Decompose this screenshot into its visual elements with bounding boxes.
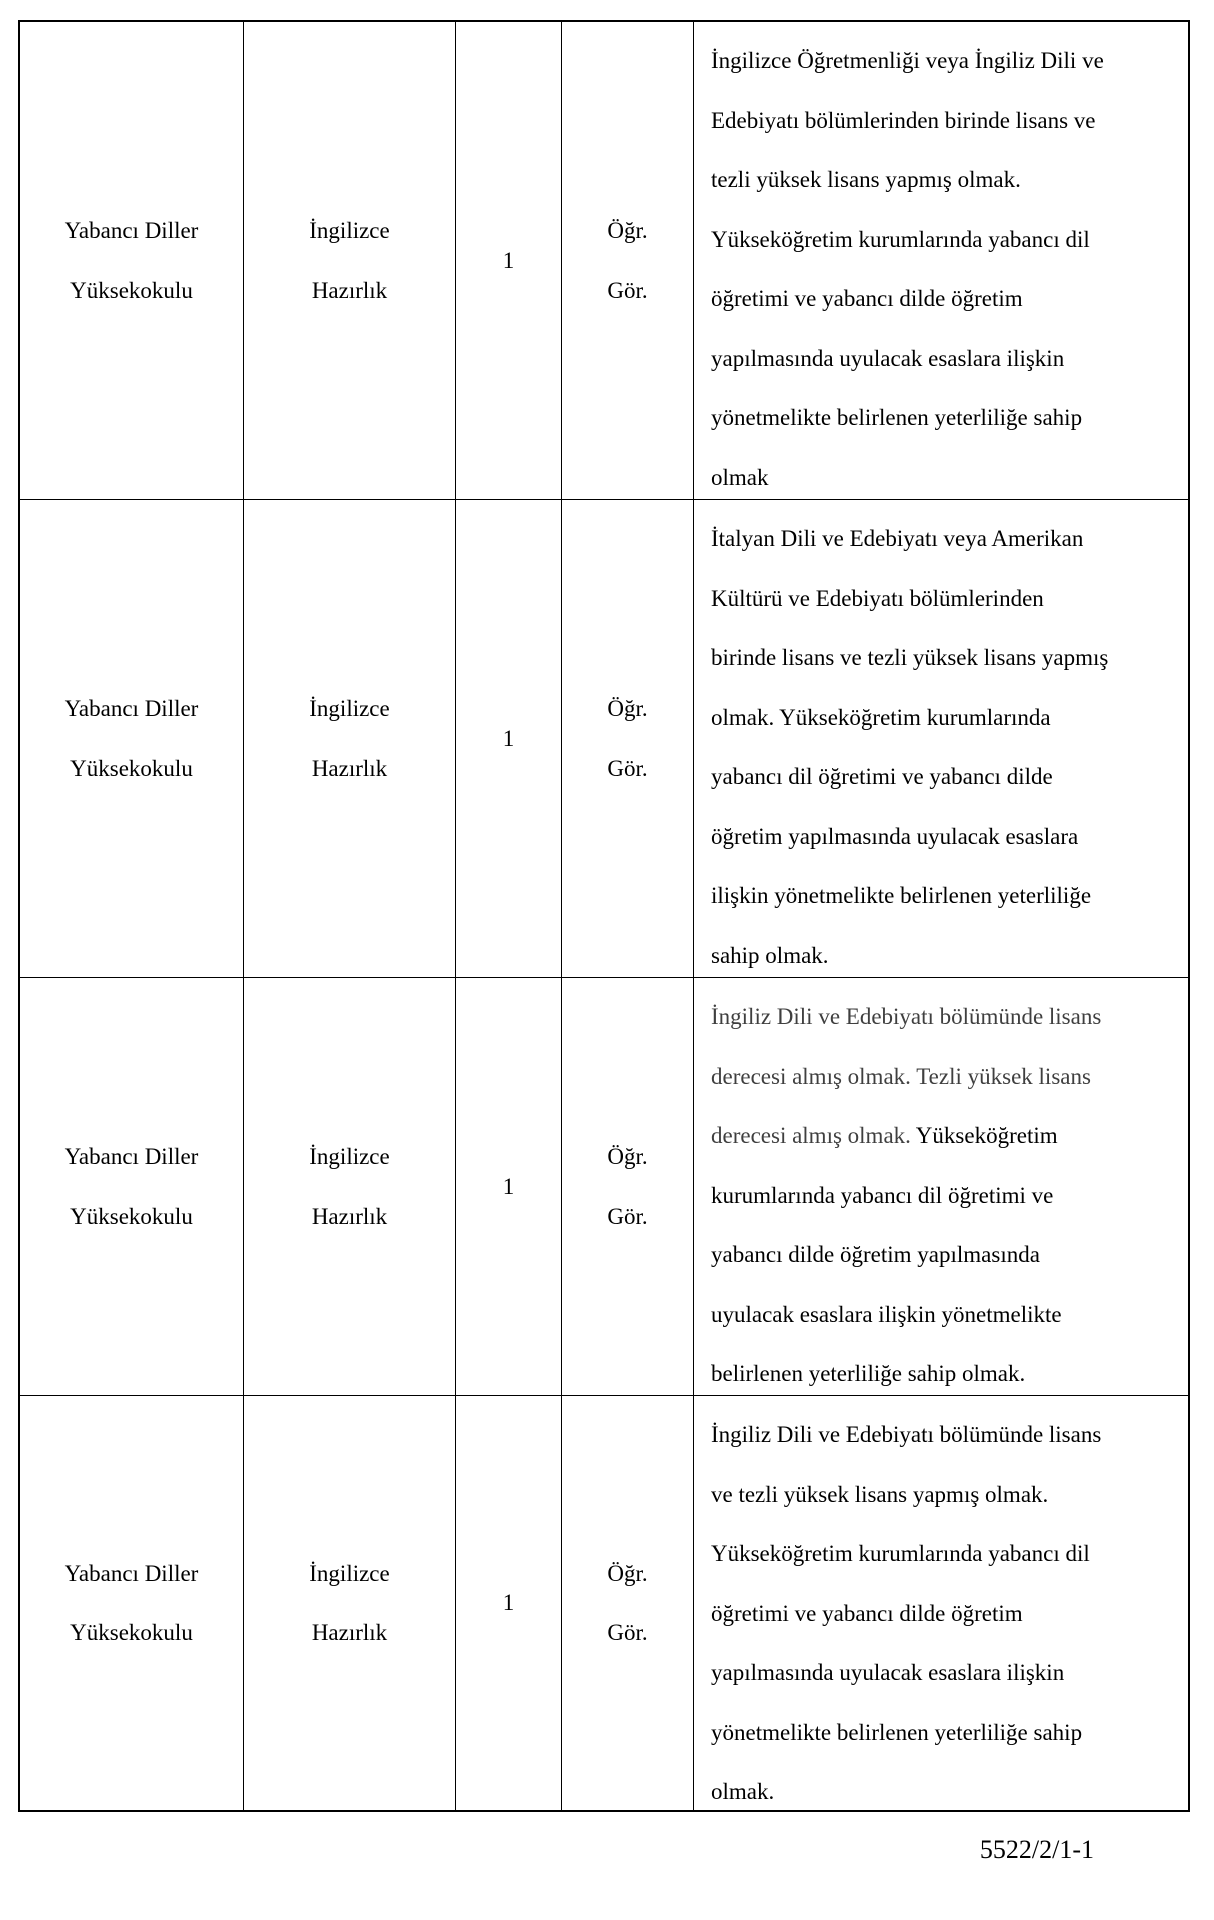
text-line: birinde lisans ve tezli yüksek lisans yapmış [711,645,1109,670]
text-line [711,1106,1058,1166]
text-line: 1 [502,1173,515,1199]
text-line: Yabancı Diller [64,1144,199,1169]
text-line: İngilizce [309,1144,390,1169]
text-line: Yüksekokulu [70,755,193,781]
title-cell [562,500,694,977]
text-segment: derecesi almış olmak. [711,1123,911,1148]
requirements-cell [694,500,1188,977]
text-line: olmak [711,464,769,490]
text-line: Yükseköğretim kurumlarında yabancı dil [711,226,1090,252]
text-line: Gör. [607,277,648,303]
text-line: İngiliz Dili ve Edebiyatı bölümünde lisans [711,1004,1102,1029]
text-line: İngilizce [309,1560,390,1586]
requirements-cell [694,22,1188,499]
text-line: yabancı dilde öğretim yapılmasında [711,1242,1040,1267]
text-line: belirlenen yeterliliğe sahip olmak. [711,1361,1026,1386]
table-row [20,22,1188,499]
unit-cell [20,1396,244,1810]
requirements-cell [694,1396,1188,1810]
text-line: tezli yüksek lisans yapmış olmak. [711,167,1021,192]
text-line: Kültürü ve Edebiyatı bölümlerinden [711,585,1044,611]
department-cell [244,1396,456,1810]
title-cell [562,978,694,1395]
text-line: Öğr. [607,218,648,243]
count-cell [456,22,562,499]
text-line: derecesi almış olmak. Tezli yüksek lisans [711,1063,1091,1089]
title-cell [562,1396,694,1810]
unit-cell [20,978,244,1395]
text-line: Edebiyatı bölümlerinden birinde lisans ve [711,107,1096,133]
text-line: 1 [502,725,515,751]
text-line: olmak. Yükseköğretim kurumlarında [711,704,1051,730]
department-cell [244,22,456,499]
table-row [20,1395,1188,1810]
unit-cell [20,22,244,499]
text-line: Öğr. [607,1560,648,1586]
text-line: İngilizce [309,218,390,243]
count-cell [456,978,562,1395]
text-line: İngilizce [309,696,390,721]
table-row [20,977,1188,1395]
text-line: Yüksekokulu [70,1620,193,1645]
text-line: Öğr. [607,1144,648,1169]
title-cell [562,22,694,499]
text-line: Gör. [607,1620,648,1645]
document-code: 5522/2/1-1 [979,1835,1094,1864]
text-segment: Yükseköğretim [910,1123,1058,1148]
text-line: Gör. [607,755,648,781]
text-line: uyulacak esaslara ilişkin yönetmelikte [711,1301,1062,1327]
text-line: yapılmasında uyulacak esaslara ilişkin [711,1660,1065,1685]
text-line: Hazırlık [311,277,388,303]
text-line: yönetmelikte belirlenen yeterliliğe sahip [711,405,1083,430]
unit-cell [20,500,244,977]
text-line: yönetmelikte belirlenen yeterliliğe sahip [711,1719,1083,1745]
text-line: olmak. [711,1779,775,1804]
text-line: Yabancı Diller [64,696,199,721]
text-line: Hazırlık [311,1203,388,1229]
text-line: öğretim yapılmasında uyulacak esaslara [711,823,1079,849]
text-line: ve tezli yüksek lisans yapmış olmak. [711,1481,1049,1507]
text-line: Hazırlık [311,1620,388,1645]
text-line: İtalyan Dili ve Edebiyatı veya Amerikan [711,526,1084,551]
text-line: 1 [502,247,515,273]
text-line: Hazırlık [311,755,388,781]
text-line: öğretimi ve yabancı dilde öğretim [711,286,1023,311]
text-line: Yüksekokulu [70,1203,193,1229]
text-line: sahip olmak. [711,942,829,968]
text-line: yapılmasında uyulacak esaslara ilişkin [711,345,1065,371]
text-line: kurumlarında yabancı dil öğretimi ve [711,1182,1054,1208]
text-line: İngilizce Öğretmenliği veya İngiliz Dili ve [711,48,1104,73]
text-line: ilişkin yönetmelikte belirlenen yeterliliğe [711,883,1092,908]
count-cell [456,500,562,977]
text-line: Yüksekokulu [70,277,193,303]
text-line: Yabancı Diller [64,218,199,243]
text-line: Yabancı Diller [64,1560,199,1586]
staff-positions-table [18,20,1190,1812]
text-line: İngiliz Dili ve Edebiyatı bölümünde lisans [711,1422,1102,1447]
text-line: öğretimi ve yabancı dilde öğretim [711,1600,1023,1626]
requirements-cell [694,978,1188,1395]
department-cell [244,978,456,1395]
department-cell [244,500,456,977]
text-line: 1 [502,1590,515,1616]
count-cell [456,1396,562,1810]
text-line: yabancı dil öğretimi ve yabancı dilde [711,764,1053,789]
text-line: Yükseköğretim kurumlarında yabancı dil [711,1541,1090,1566]
text-line: Öğr. [607,696,648,721]
table-row [20,499,1188,977]
text-line: Gör. [607,1203,648,1229]
